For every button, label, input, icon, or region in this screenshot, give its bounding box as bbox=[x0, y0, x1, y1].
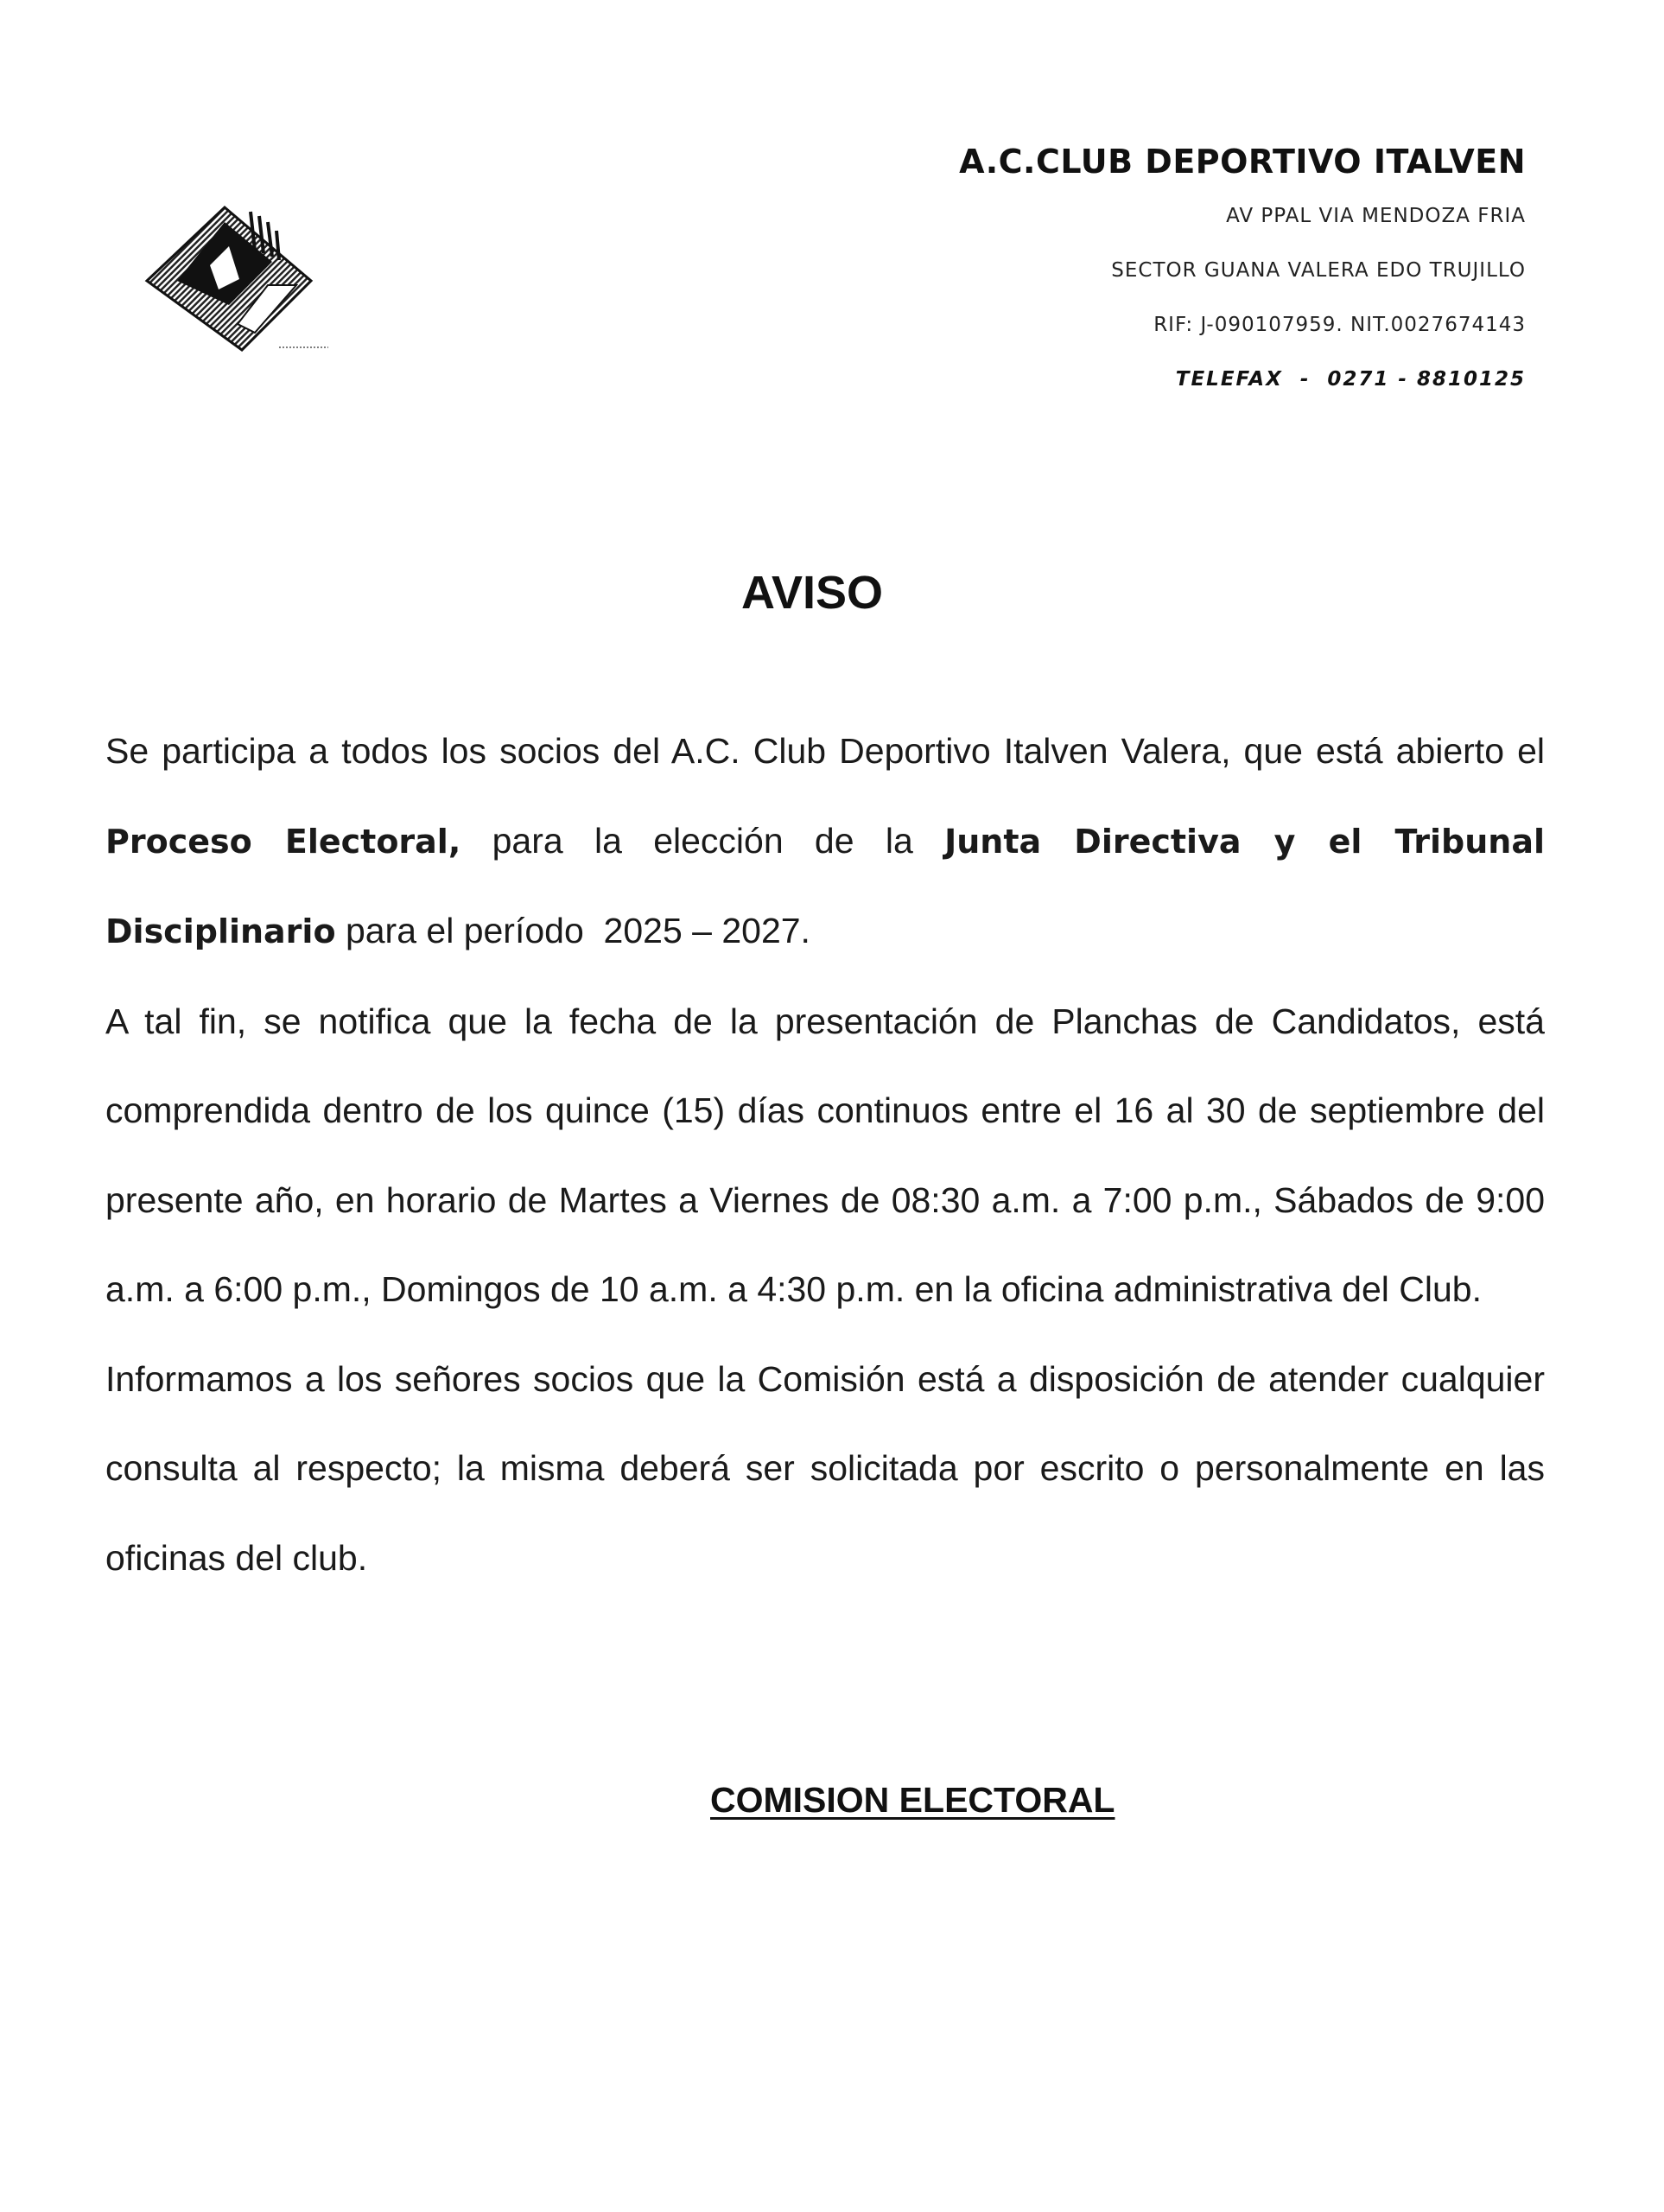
paragraph-1-bold-a: Proceso Electoral, bbox=[105, 822, 461, 861]
address-line-1: AV PPAL VIA MENDOZA FRIA bbox=[1226, 205, 1526, 227]
rif-nit: RIF: J-090107959. NIT.0027674143 bbox=[1153, 314, 1526, 336]
paragraph-1 bbox=[105, 707, 1545, 977]
club-logo-icon bbox=[143, 203, 337, 359]
letterhead bbox=[662, 143, 1526, 391]
org-name: A.C.CLUB DEPORTIVO ITALVEN bbox=[959, 143, 1526, 181]
address-line-2: SECTOR GUANA VALERA EDO TRUJILLO bbox=[1111, 259, 1526, 282]
paragraph-1-text-b: para la elección de la bbox=[460, 820, 945, 861]
telefax: TELEFAX - 0271 - 8810125 bbox=[1175, 368, 1526, 391]
notice-body bbox=[105, 707, 1545, 1603]
paragraph-1-text-c: para el período 2025 – 2027. bbox=[335, 911, 810, 950]
paragraph-1-bold-b: Junta Directiva y el Tribunal Disciplinario bbox=[105, 822, 1545, 950]
notice-title: AVISO bbox=[740, 567, 884, 619]
paragraph-2: A tal fin, se notifica que la fecha de la presentación de Planchas de Candidatos, está comprendida dentro de los quince (15) días continuos entre el 16 al 30 de septiembre del presente año, en horario de Martes a Viernes de 08:30 a.m. a 7:00 p.m., Sábados de 9:00 a.m. a 6:00 p.m., Domingos de 10 a.m. a 4:30 p.m. en la oficina administrativa del Club. bbox=[105, 1001, 1545, 1309]
signature: COMISION ELECTORAL bbox=[710, 1780, 1115, 1820]
paragraph-3: Informamos a los señores socios que la Comisión está a disposición de atender cualquier consulta al respecto; la misma deberá ser solicitada por escrito o personalmente en las oficinas del club. bbox=[105, 1358, 1545, 1578]
paragraph-1-text-a: Se participa a todos los socios del A.C. Club Deportivo Italven Valera, que está abierto el bbox=[105, 731, 1545, 771]
